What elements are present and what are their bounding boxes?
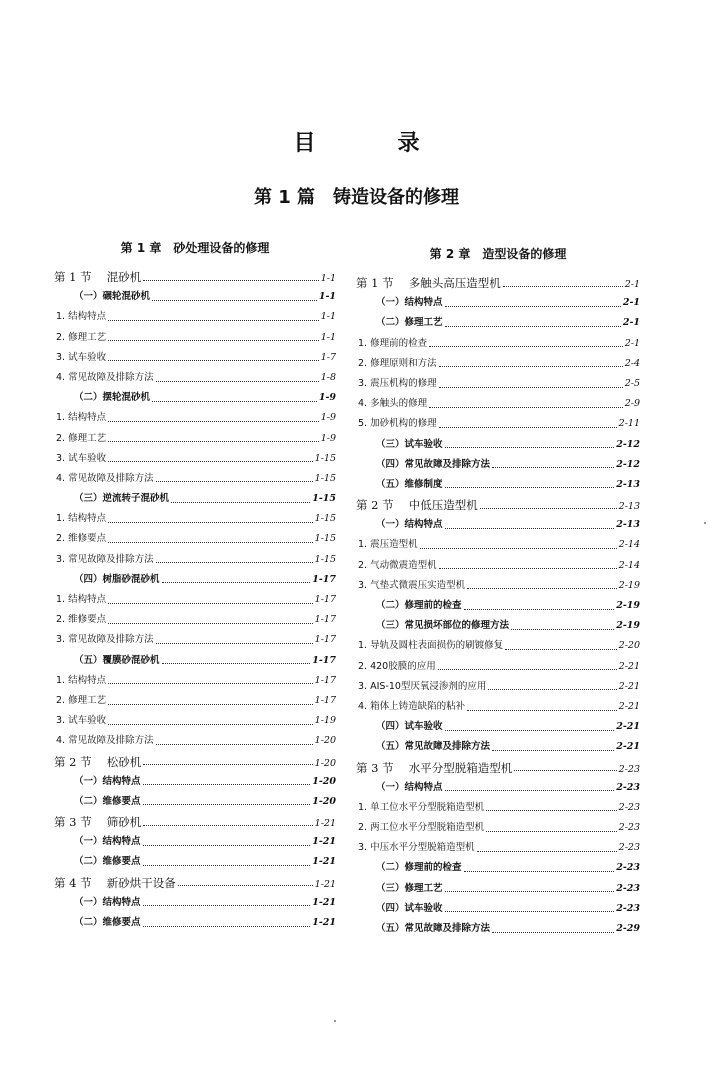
toc-column-right (356, 243, 640, 939)
toc-entry-label: 第 2 节 中低压造型机 (356, 498, 478, 513)
toc-entry-page: 1-17 (314, 594, 336, 605)
dot-leader (108, 704, 313, 705)
toc-entry-label: 1. 结构特点 (56, 513, 107, 525)
toc-entry-page: 1-20 (312, 775, 336, 787)
toc-entry-page: 2-12 (616, 438, 640, 450)
dot-leader (486, 810, 617, 811)
toc-entry-label: 1. 结构特点 (56, 311, 107, 323)
toc-entry-label: 2. 420胶膜的应用 (358, 660, 436, 672)
toc-entry-page: 2-23 (618, 801, 640, 813)
dot-leader (108, 603, 313, 604)
toc-entry-page: 1-15 (314, 472, 336, 484)
toc-entry-label: （四）试车验收 (376, 902, 443, 914)
toc-entry-page: 1-21 (312, 896, 336, 908)
toc-entry-label: （二）摆轮混砂机 (74, 392, 151, 404)
toc-entry-label: 1. 修理前的检查 (358, 337, 428, 349)
dot-leader (511, 629, 614, 630)
toc-entry-page: 2-13 (616, 478, 640, 490)
toc-entry-section (54, 752, 336, 772)
toc-entry-page: 1-7 (320, 351, 336, 363)
dot-leader (143, 825, 312, 826)
toc-entry-page: 1-17 (314, 614, 336, 626)
toc-entry-label: （一）碾轮混砂机 (74, 291, 151, 303)
dot-leader (143, 926, 311, 927)
toc-entry-page: 1-8 (320, 371, 336, 383)
dot-leader (152, 300, 317, 301)
toc-entry-label: 1. 结构特点 (56, 594, 107, 605)
dot-leader (464, 871, 615, 872)
toc-entry-label: 2. 修理工艺 (56, 432, 107, 444)
dot-leader (143, 845, 311, 846)
toc-entry-item (356, 414, 640, 434)
toc-entry-page: 2-21 (618, 660, 640, 672)
toc-entry-label: 2. 维修要点 (56, 614, 107, 626)
toc-entry-page: 2-9 (624, 398, 640, 410)
toc-entry-page: 1-9 (320, 432, 336, 444)
toc-entry-label: （一）结构特点 (376, 297, 443, 309)
toc-entry-label: 2. 修理原则和方法 (358, 357, 437, 369)
toc-entry-page: 1-20 (314, 735, 336, 747)
toc-entry-label: 1. 震压造型机 (358, 539, 418, 551)
dot-leader (492, 750, 614, 751)
dot-leader (429, 407, 623, 408)
toc-entry-sub (54, 893, 336, 913)
toc-entry-page: 1-15 (312, 493, 336, 505)
toc-entry-label: 2. 气动微震造型机 (358, 559, 437, 571)
toc-entry-item (54, 671, 336, 691)
page-title: 目 录 (293, 130, 450, 156)
toc-entry-label: 2. 修理工艺 (56, 694, 107, 706)
toc-entry-page: 2-13 (616, 519, 640, 531)
toc-entry-sub (356, 737, 640, 757)
toc-entry-page: 2-21 (616, 741, 640, 753)
dot-leader (108, 461, 313, 462)
toc-entry-page: 1-20 (312, 795, 336, 807)
toc-entry-label: 3. 震压机构的修理 (358, 377, 437, 389)
dot-leader (143, 865, 311, 866)
dot-leader (156, 744, 313, 745)
toc-entry-page: 2-12 (616, 458, 640, 470)
dot-leader (143, 784, 311, 785)
toc-entry-page: 1-20 (314, 757, 336, 769)
toc-entry-item (54, 610, 336, 630)
toc-entry-label: 3. 试车验收 (56, 715, 107, 727)
toc-entry-page: 2-19 (616, 620, 640, 632)
toc-entry-label: 第 1 节 混砂机 (54, 270, 142, 284)
toc-entry-label: 3. 常见故障及排除方法 (56, 634, 154, 646)
toc-entry-item (54, 307, 336, 327)
toc-entry-label: 第 3 节 筛砂机 (54, 815, 142, 830)
toc-entry-section (54, 267, 336, 287)
toc-entry-page: 1-19 (314, 715, 336, 727)
toc-entry-page: 2-23 (616, 902, 640, 914)
dot-leader (143, 804, 311, 805)
toc-entry-label: （三）常见损坏部位的修理方法 (376, 620, 510, 632)
toc-entry-item (356, 576, 640, 596)
toc-entry-label: 1. 结构特点 (56, 412, 107, 424)
toc-entry-item (356, 818, 640, 838)
scan-speck (334, 1020, 336, 1022)
dot-leader (156, 643, 313, 644)
toc-entry-page: 2-19 (616, 600, 640, 611)
toc-entry-label: 第 1 节 多触头高压造型机 (356, 276, 501, 290)
dot-leader (488, 689, 616, 690)
toc-entry-item (54, 429, 336, 449)
toc-entry-sub (356, 293, 640, 313)
dot-leader (178, 885, 313, 886)
dot-leader (162, 582, 311, 583)
dot-leader (445, 528, 615, 529)
toc-entry-page: 1-15 (314, 452, 336, 464)
toc-entry-label: 3. 常见故障及排除方法 (56, 553, 154, 565)
toc-entry-sub (54, 913, 336, 933)
toc-entry-item (54, 691, 336, 711)
toc-entry-page: 2-1 (624, 337, 640, 349)
toc-entry-item (356, 636, 640, 656)
toc-entry-page: 2-4 (624, 357, 640, 369)
toc-entry-page: 2-5 (624, 377, 640, 389)
toc-entry-page: 2-21 (616, 721, 640, 733)
toc-entry-label: （一）结构特点 (74, 775, 141, 787)
toc-entry-label: 1. 结构特点 (56, 674, 107, 686)
toc-entry-page: 1-15 (314, 553, 336, 565)
dot-leader (108, 441, 319, 442)
toc-entry-page: 1-17 (312, 654, 336, 666)
dot-leader (467, 588, 617, 589)
toc-entry-page: 1-17 (314, 694, 336, 706)
toc-entry-sub (54, 388, 336, 408)
toc-entry-label: 4. 箱体上铸造缺陷的粘补 (358, 700, 466, 712)
toc-entry-sub (356, 313, 640, 333)
toc-entry-label: （一）结构特点 (376, 781, 443, 793)
dot-leader (486, 831, 617, 832)
toc-entry-page: 2-23 (618, 842, 640, 854)
dot-leader (445, 891, 615, 892)
dot-leader (108, 522, 313, 523)
toc-entry-page: 2-20 (618, 640, 640, 652)
toc-entry-label: 2. 修理工艺 (56, 331, 107, 343)
toc-entry-page: 2-11 (618, 418, 640, 430)
toc-entry-item (54, 509, 336, 529)
toc-entry-page: 2-29 (616, 923, 640, 934)
toc-entry-page: 1-21 (312, 917, 336, 928)
toc-entry-label: （三）试车验收 (376, 438, 443, 450)
toc-entry-sub (356, 616, 640, 636)
toc-entry-label: （二）修理前的检查 (376, 862, 462, 874)
toc-entry-sub (356, 717, 640, 737)
toc-entry-item (356, 374, 640, 394)
toc-entries (356, 273, 640, 939)
toc-entry-page: 2-1 (622, 297, 640, 309)
dot-leader (439, 568, 617, 569)
dot-leader (156, 381, 319, 382)
dot-leader (445, 911, 615, 912)
dot-leader (445, 326, 621, 327)
toc-entry-sub (54, 772, 336, 792)
dot-leader (445, 306, 621, 307)
toc-entry-label: （五）常见故障及排除方法 (376, 741, 491, 753)
toc-entry-section (356, 495, 640, 515)
toc-entry-label: 2. 两工位水平分型脱箱造型机 (358, 822, 485, 834)
dot-leader (439, 387, 623, 388)
dot-leader (108, 360, 319, 361)
toc-entry-label: （二）修理工艺 (376, 317, 443, 329)
dot-leader (108, 340, 319, 341)
toc-entry-label: 第 3 节 水平分型脱箱造型机 (356, 760, 513, 775)
toc-entry-label: 1. 单工位水平分型脱箱造型机 (358, 801, 485, 813)
toc-entry-page: 1-1 (318, 291, 336, 303)
dot-leader (108, 542, 313, 543)
dot-leader (143, 905, 311, 906)
dot-leader (445, 790, 615, 791)
toc-entry-page: 2-23 (618, 763, 640, 775)
toc-entry-label: （三）修理工艺 (376, 882, 443, 894)
toc-entry-page: 2-23 (616, 862, 640, 874)
dot-leader (505, 649, 617, 650)
chapter-title: 第 2 章 造型设备的修理 (429, 247, 567, 261)
toc-entry-page: 1-17 (314, 674, 336, 686)
toc-entry-label: （四）树脂砂混砂机 (74, 573, 160, 585)
toc-entry-item (356, 535, 640, 555)
dot-leader (156, 481, 313, 482)
toc-entry-sub (356, 515, 640, 535)
toc-entry-item (356, 354, 640, 374)
toc-entry-page: 2-23 (618, 822, 640, 834)
toc-entry-item (54, 408, 336, 428)
toc-entry-label: （一）结构特点 (74, 896, 141, 908)
dot-leader (143, 280, 318, 281)
toc-entry-label: 3. 气垫式微震压实造型机 (358, 579, 466, 591)
dot-leader (492, 467, 614, 468)
dot-leader (467, 710, 617, 711)
toc-entry-label: 4. 常见故障及排除方法 (56, 472, 154, 484)
dot-leader (439, 427, 617, 428)
toc-entry-label: （三）逆流转子混砂机 (74, 493, 170, 505)
toc-entry-label: 4. 常见故障及排除方法 (56, 371, 154, 383)
toc-entry-section (356, 273, 640, 293)
toc-entry-item (356, 677, 640, 697)
toc-entry-sub (356, 596, 640, 616)
toc-entry-page: 2-19 (618, 579, 640, 591)
toc-entry-label: （五）维修制度 (376, 478, 443, 490)
toc-entry-label: （四）试车验收 (376, 721, 443, 733)
toc-entry-sub (54, 287, 336, 307)
dot-leader (108, 320, 319, 321)
toc-entry-item (54, 630, 336, 650)
toc-entry-sub (356, 778, 640, 798)
toc-entry-label: （一）结构特点 (74, 836, 141, 848)
toc-entry-item (54, 449, 336, 469)
toc-column-left (54, 237, 336, 933)
dot-leader (464, 609, 615, 610)
toc-entry-label: 4. 多触头的修理 (358, 398, 428, 410)
toc-entry-item (356, 556, 640, 576)
scan-speck (704, 522, 706, 524)
dot-leader (108, 724, 313, 725)
dot-leader (445, 447, 615, 448)
toc-entry-page: 1-15 (314, 533, 336, 545)
toc-entry-label: 3. 试车验收 (56, 452, 107, 464)
toc-entry-label: （五）常见故障及排除方法 (376, 923, 491, 934)
toc-entry-label: （五）覆膜砂混砂机 (74, 654, 160, 666)
toc-entry-label: 第 2 节 松砂机 (54, 754, 142, 769)
toc-entry-item (54, 469, 336, 489)
toc-entry-label: 3. 中压水平分型脱箱造型机 (358, 842, 475, 854)
toc-entry-sub (54, 792, 336, 812)
dot-leader (438, 669, 617, 670)
dot-leader (108, 623, 313, 624)
toc-entry-label: 5. 加砂机构的修理 (358, 418, 437, 430)
toc-entry-sub (356, 475, 640, 495)
toc-entry-sub (54, 570, 336, 590)
toc-entry-item (54, 590, 336, 610)
toc-entry-item (54, 348, 336, 368)
toc-entry-page: 1-1 (320, 331, 336, 343)
toc-entry-label: 4. 常见故障及排除方法 (56, 735, 154, 747)
toc-entry-item (54, 529, 336, 549)
toc-entry-page: 1-1 (320, 273, 336, 284)
toc-entry-item (356, 798, 640, 818)
dot-leader (439, 366, 623, 367)
dot-leader (477, 851, 617, 852)
toc-entry-page: 2-1 (624, 279, 640, 290)
toc-entry-label: （二）修理前的检查 (376, 600, 462, 611)
toc-entry-page: 1-1 (320, 311, 336, 323)
toc-entry-page: 1-21 (314, 818, 336, 830)
toc-entry-sub (54, 651, 336, 671)
toc-entry-label: （二）维修要点 (74, 917, 141, 928)
toc-entry-section (356, 758, 640, 778)
toc-entry-page: 1-21 (312, 836, 336, 848)
toc-entry-sub (356, 879, 640, 899)
toc-entry-sub (54, 489, 336, 509)
toc-entry-sub (356, 435, 640, 455)
toc-entry-item (356, 657, 640, 677)
toc-entry-page: 1-21 (314, 878, 336, 890)
dot-leader (162, 663, 311, 664)
toc-entry-page: 1-21 (312, 856, 336, 868)
toc-entry-sub (356, 858, 640, 878)
dot-leader (143, 764, 312, 765)
toc-entry-label: 1. 导轨及圆柱表面损伤的刷镀修复 (358, 640, 504, 652)
toc-entry-sub (356, 919, 640, 939)
dot-leader (492, 932, 614, 933)
toc-entry-item (54, 328, 336, 348)
toc-entry-item (356, 697, 640, 717)
toc-entry-label: （二）维修要点 (74, 856, 141, 868)
toc-entry-item (54, 731, 336, 751)
dot-leader (108, 683, 313, 684)
dot-leader (156, 562, 313, 563)
toc-entry-label: （四）常见故障及排除方法 (376, 458, 491, 470)
toc-entry-page: 2-21 (618, 700, 640, 712)
dot-leader (480, 508, 617, 509)
toc-entry-page: 2-14 (618, 559, 640, 571)
dot-leader (445, 730, 615, 731)
toc-entry-sub (356, 455, 640, 475)
toc-entries (54, 267, 336, 933)
toc-entry-item (54, 550, 336, 570)
toc-entry-item (356, 838, 640, 858)
toc-entry-label: 第 4 节 新砂烘干设备 (54, 875, 176, 890)
toc-entry-label: （二）维修要点 (74, 795, 141, 807)
toc-entry-label: 2. 维修要点 (56, 533, 107, 545)
dot-leader (429, 346, 623, 347)
toc-entry-sub (54, 852, 336, 872)
toc-entry-item (356, 394, 640, 414)
toc-entry-item (54, 368, 336, 388)
toc-entry-page: 1-17 (312, 573, 336, 585)
toc-entry-page: 2-1 (622, 317, 640, 329)
dot-leader (445, 487, 615, 488)
toc-entry-page: 2-21 (618, 680, 640, 692)
dot-leader (152, 401, 317, 402)
toc-entry-item (54, 711, 336, 731)
toc-entry-page: 2-23 (616, 882, 640, 894)
toc-entry-sub (54, 832, 336, 852)
dot-leader (514, 770, 616, 771)
toc-entry-page: 1-9 (320, 412, 336, 424)
toc-entry-page: 1-15 (314, 513, 336, 525)
part-title: 第 1 篇 铸造设备的修理 (253, 187, 460, 208)
toc-entry-page: 1-9 (318, 392, 336, 404)
toc-entry-page: 2-14 (618, 539, 640, 551)
dot-leader (171, 502, 310, 503)
toc-entry-page: 1-17 (314, 634, 336, 646)
toc-entry-section (54, 873, 336, 893)
dot-leader (503, 286, 623, 287)
toc-entry-item (356, 334, 640, 354)
toc-entry-page: 2-13 (618, 501, 640, 513)
toc-entry-page: 2-23 (616, 781, 640, 793)
chapter-title: 第 1 章 砂处理设备的修理 (120, 241, 270, 255)
toc-entry-section (54, 812, 336, 832)
toc-entry-sub (356, 899, 640, 919)
toc-entry-label: （一）结构特点 (376, 519, 443, 531)
toc-entry-label: 3. 试车验收 (56, 351, 107, 363)
toc-entry-label: 3. AIS-10型厌氧浸渗剂的应用 (358, 680, 487, 692)
dot-leader (420, 548, 617, 549)
dot-leader (108, 421, 319, 422)
